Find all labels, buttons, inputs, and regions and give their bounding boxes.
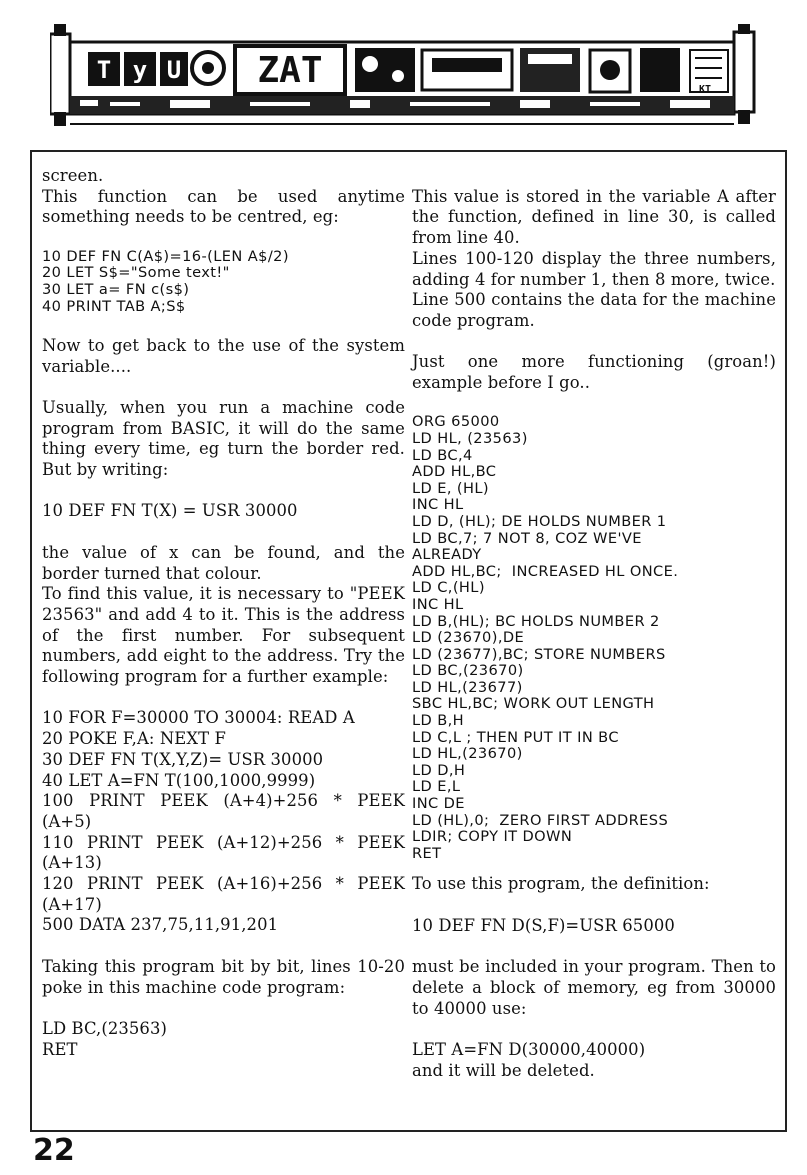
- spacer: [412, 895, 776, 916]
- spacer: [412, 332, 776, 353]
- paragraph: Usually, when you run a machine code program from BASIC, it will do the same thing every time, eg turn the border red. But by writing:: [42, 397, 411, 480]
- paragraph: Now to get back to the use of the system variable....: [42, 335, 411, 376]
- paragraph: 20 POKE F,A: NEXT F: [42, 729, 226, 749]
- paragraph: screen.: [42, 166, 104, 185]
- paragraph: 40 LET A=FN T(100,1000,9999): [42, 770, 316, 790]
- code-listing: 10 DEF FN C(A$)=16-(LEN A$/2) 20 LET S$="Some text!" 30 LET a= FN c(s$) 40 PRINT TAB A;S$: [42, 247, 289, 315]
- paragraph: 30 DEF FN T(X,Y,Z)= USR 30000: [42, 749, 324, 769]
- paragraph: 110 PRINT PEEK (A+12)+256 * PEEK (A+13): [42, 832, 411, 873]
- code-listing: ORG 65000 LD HL, (23563) LD BC,4 ADD HL,BC LD E, (HL) INC HL LD D, (HL); DE HOLDS NUMBER 1 LD BC,7; 7 NOT 8, COZ WE'VE ALREADY ADD HL,BC; INCREASED HL ONCE. LD C,(HL) INC HL LD B,(HL); BC HOLDS NUMBER 2 LD (23670),DE LD (23677),BC; STORE NUMBERS LD BC,(23670) LD HL,(23677) SBC HL,BC; WORK OUT LENGTH LD B,H LD C,L ; THEN PUT IT IN BC LD HL,(23670) LD D,H LD E,L INC DE LD (HL),0; ZERO FIRST ADDRESS LDIR; COPY IT DOWN RET: [412, 413, 679, 862]
- banner-letter-1: T: [96, 56, 112, 84]
- paragraph: This function can be used anytime something needs to be centred, eg:: [42, 186, 411, 227]
- spacer: [42, 688, 405, 709]
- paragraph: 10 FOR F=30000 TO 30004: READ A: [42, 708, 355, 728]
- paragraph: must be included in your program. Then to delete a block of memory, eg from 30000 to 40000 use:: [412, 957, 782, 1018]
- paragraph: Taking this program bit by bit, lines 10-20 poke in this machine code program:: [42, 956, 411, 997]
- left-column: [42, 166, 411, 1060]
- paragraph: LD BC,(23563): [42, 1018, 167, 1038]
- banner-letter-3: U: [166, 56, 182, 84]
- paragraph: 100 PRINT PEEK (A+4)+256 * PEEK (A+5): [42, 791, 411, 831]
- paragraph: Lines 100-120 display the three numbers, adding 4 for number 1, then 8 more, twice.: [412, 248, 782, 289]
- spacer: [42, 481, 405, 502]
- paragraph: This value is stored in the variable A after the function, defined in line 30, is called from line 40.: [412, 186, 782, 248]
- spacer: [412, 394, 776, 415]
- paragraph: Just one more functioning (groan!) example before I go..: [412, 352, 782, 392]
- spacer: [412, 1019, 776, 1040]
- right-column: [412, 166, 782, 1081]
- spacer: [42, 377, 405, 398]
- spacer: [42, 315, 405, 336]
- paragraph: 10 DEF FN T(X) = USR 30000: [42, 501, 298, 521]
- spacer: [42, 998, 405, 1019]
- spacer: [42, 936, 405, 957]
- paragraph: To use this program, the definition:: [412, 874, 710, 894]
- banner-title: ZAT: [257, 50, 323, 91]
- banner-small-text: KT: [698, 84, 712, 95]
- paragraph: 120 PRINT PEEK (A+16)+256 * PEEK (A+17): [42, 874, 411, 914]
- page-number: 22: [33, 1133, 75, 1168]
- spacer: [42, 228, 405, 249]
- paragraph: 10 DEF FN D(S,F)=USR 65000: [412, 915, 675, 935]
- spacer: [42, 522, 405, 543]
- spacer: [412, 937, 776, 958]
- paragraph: RET: [42, 1039, 78, 1059]
- banner-letter-2: y: [132, 56, 148, 84]
- paragraph: LET A=FN D(30000,40000): [412, 1040, 646, 1059]
- paragraph: the value of x can be found, and the border turned that colour.: [42, 542, 411, 583]
- paragraph: 500 DATA 237,75,11,91,201: [42, 915, 279, 935]
- spacer: [412, 166, 776, 187]
- paragraph: Line 500 contains the data for the machine code program.: [412, 290, 782, 330]
- spacer: [412, 862, 776, 874]
- paragraph: To find this value, it is necessary to "PEEK 23563" and add 4 to it. This is the address of the first number. For subsequent numbers, add eight to the address. Try the following program for a further example:: [42, 584, 411, 687]
- paragraph: and it will be deleted.: [412, 1060, 595, 1080]
